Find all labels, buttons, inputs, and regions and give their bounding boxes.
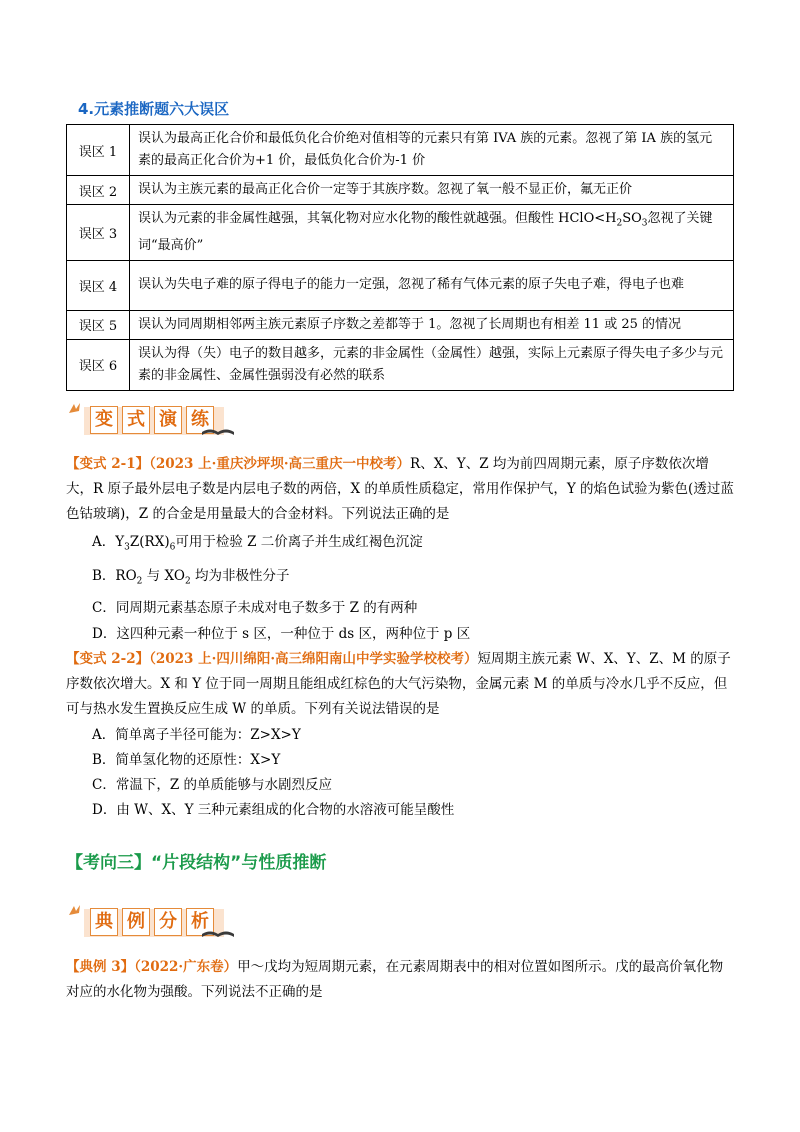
option-d: D．这四种元素一种位于 s 区，一种位于 ds 区，两种位于 p 区 xyxy=(92,626,471,642)
banner-char: 演 xyxy=(154,406,182,434)
table-row xyxy=(67,339,734,390)
question-source: （2022·广东卷） xyxy=(134,959,238,975)
option-c: C．同周期元素基态原子未成对电子数多于 Z 的有两种 xyxy=(92,600,418,616)
option-a: A．简单离子半径可能为：Z>X>Y xyxy=(92,727,301,743)
error-text: 误认为失电子难的原子得电子的能力一定强，忽视了稀有气体元素的原子失电子难，得电子也难 xyxy=(130,260,734,310)
example-3 xyxy=(66,955,734,1005)
error-table xyxy=(66,124,734,391)
error-text: 误认为最高正化合价和最低负化合价绝对值相等的元素只有第 IVA 族的元素。忽视了第 IA 族的氢元素的最高正化合价为+1 价，最低负化合价为-1 价 xyxy=(130,125,734,176)
table-row xyxy=(67,125,734,176)
question-2-1 xyxy=(66,452,734,527)
option-a: A．$Y_3Z(RX)_6$可用于检验 Z 二价离子并生成红褐色沉淀 xyxy=(92,534,423,553)
example-banner xyxy=(66,904,246,940)
question-2-2 xyxy=(66,647,734,722)
wing-icon xyxy=(68,904,82,916)
option-b: B．$RO_2$ 与 $XO_2$ 均为非极性分子 xyxy=(92,568,290,587)
error-text: 误认为同周期相邻两主族元素原子序数之差都等于 1。忽视了长周期也有相差 11 或 25 的情况 xyxy=(130,310,734,339)
book-icon xyxy=(201,424,235,436)
error-key: 误区 4 xyxy=(67,260,130,310)
section-heading: 【考向三】“片段结构”与性质推断 xyxy=(66,853,327,873)
banner-char: 练 xyxy=(186,406,214,434)
banner-char: 分 xyxy=(154,908,182,936)
option-d: D．由 W、X、Y 三种元素组成的化合物的水溶液可能呈酸性 xyxy=(92,802,455,818)
question-body: R、X、Y、Z 均为前四周期元素，原子序数依次增大，R 原子最外层电子数是内层电子数的两倍，X 的单质性质稳定，常用作保护气，Y 的焰色试验为紫色(透过蓝色钴玻璃)，Z 的合金是用量最大的合金材料。下列说法正确的是 xyxy=(66,456,734,522)
table-row xyxy=(67,176,734,205)
question-body: 短周期主族元素 W、X、Y、Z、M 的原子序数依次增大。X 和 Y 位于同一周期且能组成红棕色的大气污染物，金属元素 M 的单质与冷水几乎不反应，但可与热水发生置换反应生成 W 的单质。下列有关说法错误的是 xyxy=(66,651,731,717)
question-tag: 【变式 2-2】 xyxy=(66,651,150,667)
error-key: 误区 1 xyxy=(67,125,130,176)
option-b: B．简单氢化物的还原性：X>Y xyxy=(92,752,281,768)
banner-char: 析 xyxy=(186,908,214,936)
error-text: 误认为得（失）电子的数目越多，元素的非金属性（金属性）越强，实际上元素原子得失电子多少与元素的非金属性、金属性强弱没有必然的联系 xyxy=(130,339,734,390)
table-row xyxy=(67,310,734,339)
book-icon xyxy=(201,926,235,938)
banner-char: 式 xyxy=(122,406,150,434)
question-tag: 【典例 3】 xyxy=(66,959,135,975)
error-text: 误认为元素的非金属性越强，其氧化物对应水化物的酸性就越强。但酸性 $HClO<H_2SO_3$忽视了关键词“最高价” xyxy=(130,205,734,261)
error-key: 误区 3 xyxy=(67,205,130,261)
question-source: （2023 上·重庆沙坪坝·高三重庆一中校考） xyxy=(149,456,411,472)
option-c: C．常温下，Z 的单质能够与水剧烈反应 xyxy=(92,777,333,793)
error-key: 误区 5 xyxy=(67,310,130,339)
question-tag: 【变式 2-1】 xyxy=(66,456,150,472)
table-row xyxy=(67,260,734,310)
wing-icon xyxy=(68,402,82,414)
banner-char: 例 xyxy=(122,908,150,936)
banner-char: 变 xyxy=(90,406,118,434)
table-row xyxy=(67,205,734,261)
banner-char: 典 xyxy=(90,908,118,936)
question-source: （2023 上·四川绵阳·高三绵阳南山中学实验学校校考） xyxy=(149,651,478,667)
question-body: 甲～戊均为短周期元素，在元素周期表中的相对位置如图所示。戊的最高价氧化物对应的水化物为强酸。下列说法不正确的是 xyxy=(66,959,724,1000)
practice-banner xyxy=(66,402,246,438)
error-key: 误区 6 xyxy=(67,339,130,390)
section-title: 4.元素推断题六大误区 xyxy=(78,100,230,118)
error-text: 误认为主族元素的最高正化合价一定等于其族序数。忽视了氧一般不显正价，氟无正价 xyxy=(130,176,734,205)
error-key: 误区 2 xyxy=(67,176,130,205)
